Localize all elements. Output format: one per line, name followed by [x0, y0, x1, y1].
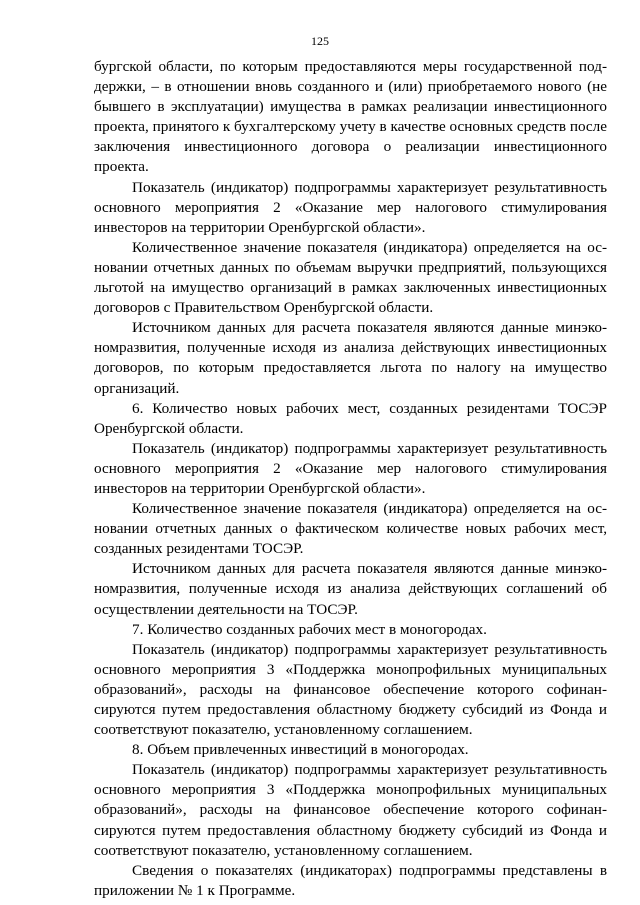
- paragraph-indicator-description: Показатель (индикатор) подпрограммы характеризует результативность основного мероприятия 2 «Оказание мер налогового стимулирования инвесторов на территории Оренбургской области».: [94, 439, 607, 497]
- paragraph-quantitative-value: Количественное значение показателя (индикатора) определяется на основании отчетных данных о фактическом количестве новых рабочих мест, созданных резидентами ТОСЭР.: [94, 500, 607, 558]
- paragraph-data-source: Источником данных для расчета показателя являются данные минэкономразвития, полученные исходя из анализа действующих соглашений об осуществлении деятельности на ТОСЭР.: [94, 560, 607, 618]
- heading-indicator-7: 7. Количество созданных рабочих мест в моногородах.: [132, 620, 487, 638]
- paragraph-indicator-description: Показатель (индикатор) подпрограммы характеризует результативность основного мероприятия 3 «Поддержка монопрофильных муниципальных образований», расходы на финансовое обеспечение которого софинансируются путем предоставления областному бюджету субсидий из Фонда и соответствуют показателю, установленному соглашением.: [94, 640, 607, 739]
- paragraph-indicator-description: Показатель (индикатор) подпрограммы характеризует результативность основного мероприятия 2 «Оказание мер налогового стимулирования инвесторов на территории Оренбургской области».: [94, 178, 607, 236]
- heading-indicator-8: 8. Объем привлеченных инвестиций в моногородах.: [132, 741, 469, 759]
- document-body: [94, 57, 607, 901]
- paragraph-data-source: Источником данных для расчета показателя являются данные минэкономразвития, полученные исходя из анализа действующих инвестиционных договоров, по которым предоставляется льгота по налогу на имущество организаций.: [94, 319, 607, 397]
- paragraph-continuation: бургской области, по которым предоставляются меры государственной поддержки, – в отношении вновь созданного и (или) приобретаемого нового (не бывшего в эксплуатации) имущества в рамках реализации инвестиционного проекта, принятого к бухгалтерскому учету в качестве основных средств после заключения инвестиционного договора о реализации инвестиционного проекта.: [94, 58, 607, 176]
- paragraph-quantitative-value: Количественное значение показателя (индикатора) определяется на основании отчетных данных по объемам выручки предприятий, пользующихся льготой на имущество организаций в рамках заключенных инвестиционных договоров с Правительством Оренбургской области.: [94, 238, 607, 317]
- paragraph-appendix-reference: Сведения о показателях (индикаторах) подпрограммы представлены в приложении № 1 к Программе.: [94, 861, 607, 899]
- page-number: 125: [311, 34, 329, 48]
- paragraph-indicator-description: Показатель (индикатор) подпрограммы характеризует результативность основного мероприятия 3 «Поддержка монопрофильных муниципальных образований», расходы на финансовое обеспечение которого софинансируются путем предоставления областному бюджету субсидий из Фонда и соответствуют показателю, установленному соглашением.: [94, 761, 607, 859]
- heading-indicator-6: 6. Количество новых рабочих мест, созданных резидентами ТОСЭР Оренбургской области.: [94, 399, 607, 437]
